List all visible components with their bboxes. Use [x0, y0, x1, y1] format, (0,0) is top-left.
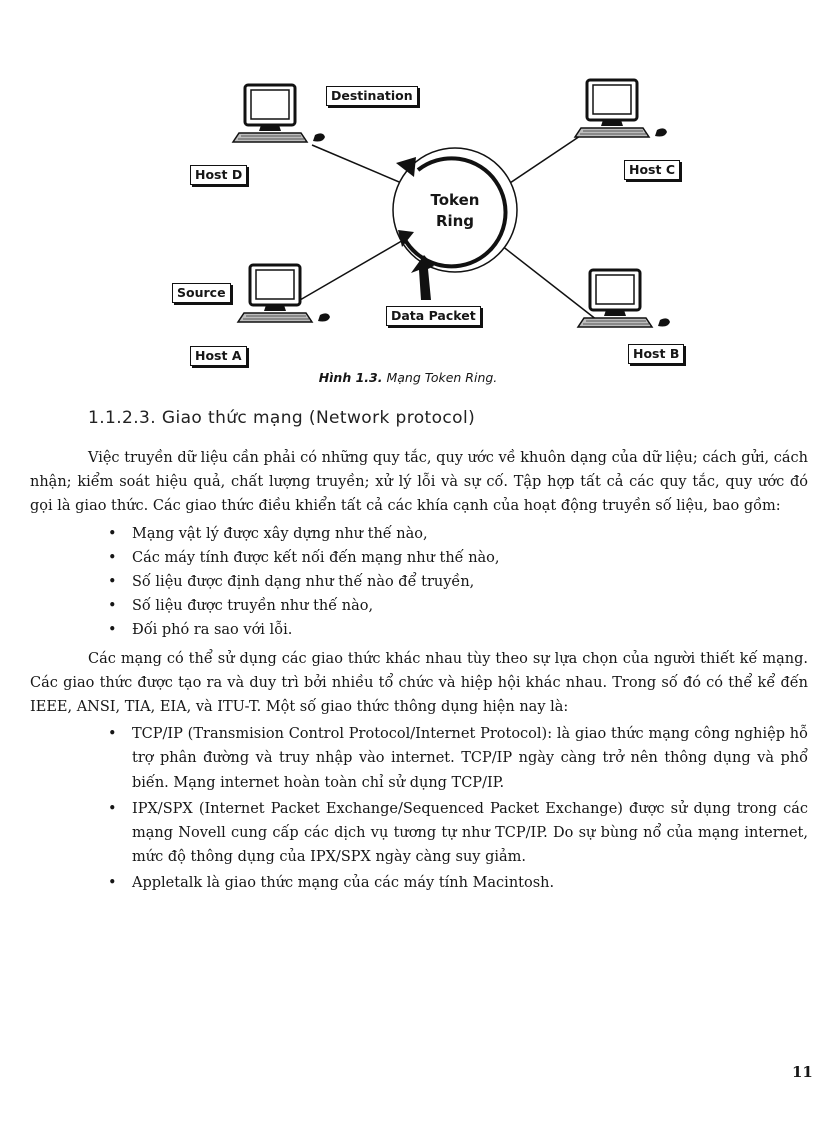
page-number: 11 [792, 1063, 813, 1081]
list-item: • Appletalk là giao thức mạng của các máy tính Macintosh. [30, 871, 808, 895]
token-ring-diagram [0, 0, 816, 400]
desktop-computer-icon [238, 265, 330, 322]
link-host-b [497, 242, 597, 320]
list-item: • TCP/IP (Transmision Control Protocol/Internet Protocol): là giao thức mạng công nghiệp hỗ trợ phân đường và truy nhập vào internet. TCP/IP ngày càng trở nên thông dụng và phổ biến. Mạng internet hoàn toàn chỉ sử dụng TCP/IP. [30, 722, 808, 795]
host-d-label: Host D [190, 165, 247, 185]
list-item: • Mạng vật lý được xây dựng như thế nào, [30, 522, 808, 546]
host-a-label: Host A [190, 346, 247, 366]
list-item: • Số liệu được định dạng như thế nào để truyền, [30, 570, 808, 594]
list-item: • Các máy tính được kết nối đến mạng như thế nào, [30, 546, 808, 570]
body-text [30, 446, 808, 900]
protocol-list [30, 722, 808, 895]
section-heading: 1.1.2.3. Giao thức mạng (Network protocol) [88, 408, 476, 428]
figure-caption [0, 370, 816, 385]
desktop-computer-icon [575, 80, 667, 137]
host-c-label: Host C [624, 160, 680, 180]
figure-number: Hình 1.3. [318, 370, 383, 385]
aspect-list [30, 522, 808, 643]
intro-paragraph: Việc truyền dữ liệu cần phải có những quy tắc, quy ước về khuôn dạng của dữ liệu; cách gửi, cách nhận; kiểm soát hiệu quả, chất lượng truyền; xử lý lỗi và sự cố. Tập hợp tất cả các quy tắc, quy ước đó gọi là giao thức. Các giao thức điều khiển tất cả các khía cạnh của hoạt động truyền số liệu, bao gồm: [30, 450, 808, 515]
link-host-a [300, 235, 412, 300]
ring-title: Token Ring [430, 191, 480, 230]
host-b-label: Host B [628, 344, 684, 364]
list-item: • Số liệu được truyền như thế nào, [30, 594, 808, 618]
protocols-paragraph: Các mạng có thể sử dụng các giao thức khác nhau tùy theo sự lựa chọn của người thiết kế mạng. Các giao thức được tạo ra và duy trì bởi nhiều tổ chức và hiệp hội khác nhau. Trong số đó có thể kể đến IEEE, ANSI, TIA, EIA, và ITU-T. Một số giao thức thông dụng hiện nay là: [30, 650, 808, 716]
data-packet-label: Data Packet [386, 306, 481, 326]
desktop-computer-icon [233, 85, 325, 142]
figure-caption-text: Mạng Token Ring. [382, 370, 498, 385]
destination-label: Destination [326, 86, 418, 106]
list-item: • IPX/SPX (Internet Packet Exchange/Sequenced Packet Exchange) được sử dụng trong các mạng Novell cung cấp các dịch vụ tương tự như TCP/IP. Do sự bùng nổ của mạng internet, mức độ thông dụng của IPX/SPX ngày càng suy giảm. [30, 797, 808, 870]
source-label: Source [172, 283, 231, 303]
list-item: • Đối phó ra sao với lỗi. [30, 618, 808, 642]
desktop-computer-icon [578, 270, 670, 327]
